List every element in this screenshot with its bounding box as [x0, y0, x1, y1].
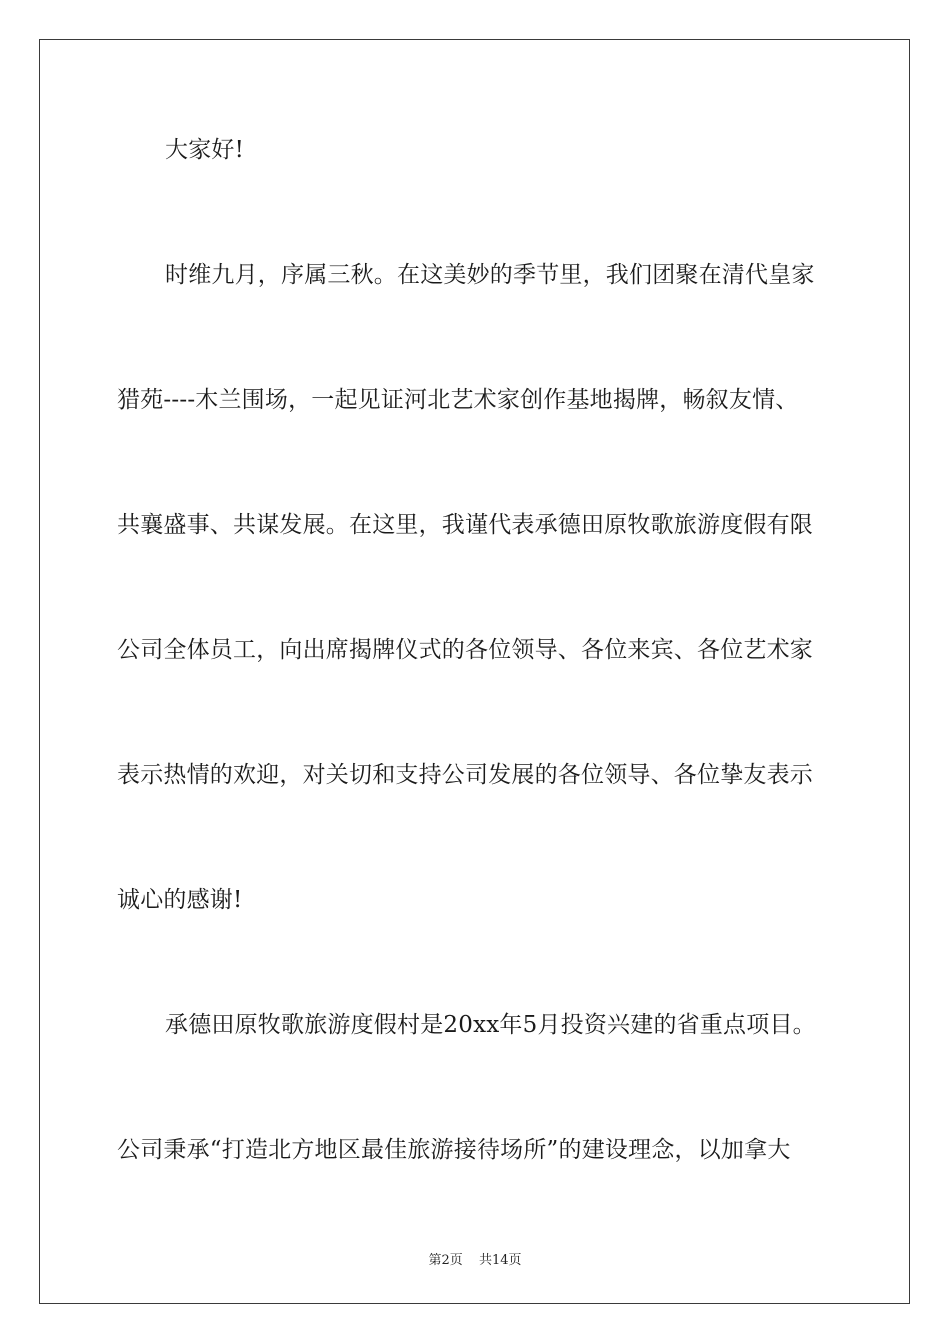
paragraph-line: 猎苑----木兰围场，一起见证河北艺术家创作基地揭牌，畅叙友情、	[117, 387, 799, 413]
paragraph-line: 诚心的感谢!	[117, 887, 243, 913]
page-number: 第2页	[428, 1253, 463, 1268]
paragraph-line: 公司全体员工，向出席揭牌仪式的各位领导、各位来宾、各位艺术家	[117, 637, 813, 663]
paragraph-line: 承德田原牧歌旅游度假村是20xx年5月投资兴建的省重点项目。	[165, 1012, 816, 1038]
page-footer	[0, 1249, 950, 1268]
greeting-line: 大家好!	[165, 137, 245, 163]
page-border	[39, 39, 910, 1304]
paragraph-line: 时维九月，序属三秋。在这美妙的季节里，我们团聚在清代皇家	[165, 262, 815, 288]
page-total: 共14页	[478, 1253, 522, 1268]
paragraph-line: 共襄盛事、共谋发展。在这里，我谨代表承德田原牧歌旅游度假有限	[117, 512, 813, 538]
paragraph-line: 公司秉承“打造北方地区最佳旅游接待场所”的建设理念，以加拿大	[117, 1137, 791, 1163]
paragraph-line: 表示热情的欢迎，对关切和支持公司发展的各位领导、各位挚友表示	[117, 762, 813, 788]
